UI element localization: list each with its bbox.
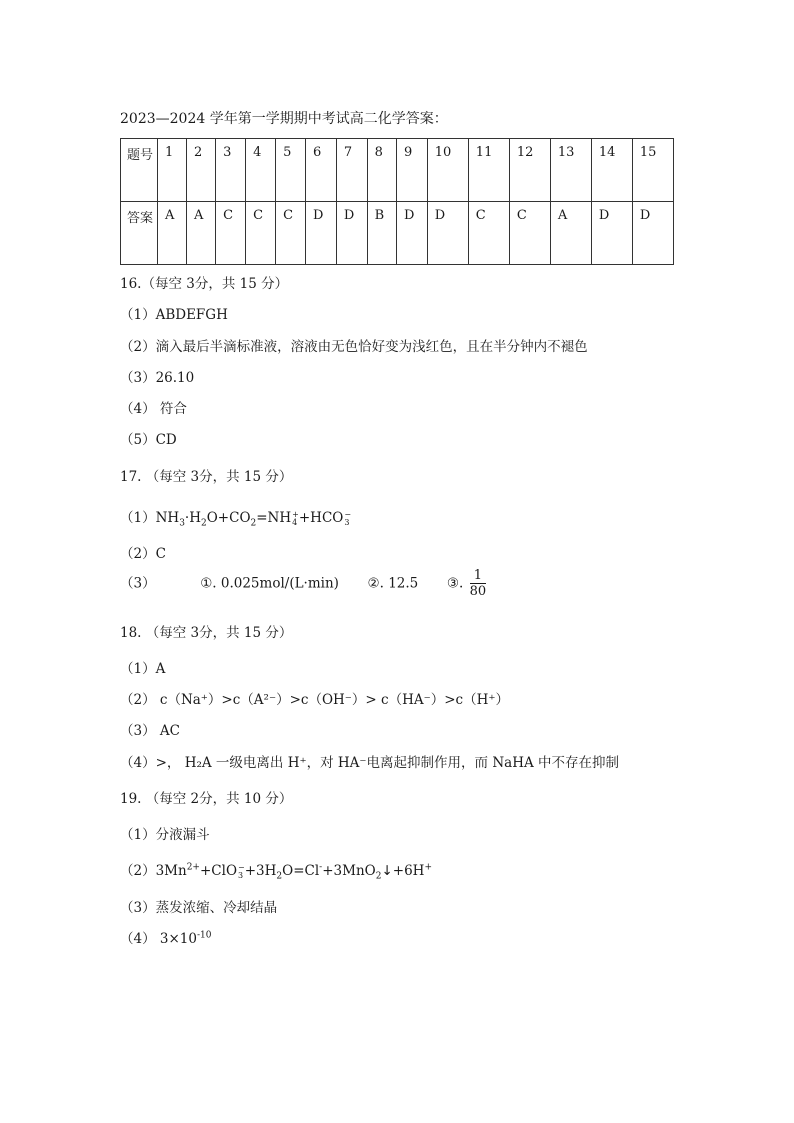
- q18-answer-1: （1）A: [120, 661, 166, 677]
- row-header-question-number: 题号: [121, 139, 158, 202]
- answer-cell: B: [367, 202, 396, 265]
- q18-answer-3: （3） AC: [120, 723, 180, 739]
- fraction-denominator: 80: [469, 584, 487, 599]
- q17-answer-3-part2: ②. 12.5: [367, 575, 419, 592]
- answer-cell: D: [427, 202, 468, 265]
- answer-cell: D: [396, 202, 427, 265]
- answer-cell: D: [632, 202, 673, 265]
- question-number-cell: 9: [396, 139, 427, 202]
- q19-answer-2: $(2)3Mn^{2+}+ClO$ − 3 $+3H_2O=Cl^-+3MnO_2↓+6H^+$: [120, 862, 432, 882]
- q16-answer-4: （4） 符合: [120, 401, 187, 417]
- q17-answer-3-part3: ③.: [446, 575, 464, 592]
- question-number-cell: 5: [276, 139, 306, 202]
- question-number-row: [121, 139, 674, 202]
- answer-cell: A: [187, 202, 216, 265]
- q19-header: 19. （每空 2分，共 10 分）: [120, 791, 293, 807]
- question-number-cell: 11: [468, 139, 509, 202]
- question-number-cell: 8: [367, 139, 396, 202]
- q18-answer-4: （4）>， H₂A 一级电离出 H⁺，对 HA⁻电离起抑制作用，而 NaHA 中不存在抑制: [120, 755, 620, 771]
- question-number-cell: 12: [509, 139, 550, 202]
- q16-header: 16.（每空 3分，共 15 分）: [120, 276, 289, 292]
- q17-answer-3: [120, 568, 486, 600]
- q17-answer-2: （2）C: [120, 546, 166, 562]
- q19-answer-4: [120, 927, 211, 947]
- answer-cell: C: [276, 202, 306, 265]
- q16-answer-3: （3）26.10: [120, 370, 195, 386]
- q19-answer-4-label: （4） 3×10: [120, 931, 197, 947]
- answer-cell: D: [591, 202, 632, 265]
- answer-cell: D: [336, 202, 367, 265]
- question-number-cell: 4: [246, 139, 276, 202]
- answer-cell: C: [509, 202, 550, 265]
- page-title: 2023—2024 学年第一学期期中考试高二化学答案：: [120, 111, 448, 127]
- answer-cell: C: [246, 202, 276, 265]
- q19-answer-3: （3）蒸发浓缩、冷却结晶: [120, 900, 278, 916]
- answer-row: [121, 202, 674, 265]
- q17-answer-3-fraction: [470, 568, 487, 600]
- q16-answer-2: （2）滴入最后半滴标准液，溶液由无色恰好变为浅红色，且在半分钟内不褪色: [120, 339, 588, 355]
- question-number-cell: 15: [632, 139, 673, 202]
- answer-table: [120, 138, 674, 265]
- q17-answer-3-part1: ①. 0.025mol/(L·min): [200, 575, 339, 592]
- q17-header: 17. （每空 3分，共 15 分）: [120, 469, 293, 485]
- fraction-numerator: 1: [473, 568, 482, 583]
- q19-answer-1: （1）分液漏斗: [120, 827, 210, 843]
- q17-answer-1: $(1)NH_3\cdot H_2O+CO_2=NH$ + 4 +HCO − 3: [120, 509, 352, 529]
- answer-cell: A: [158, 202, 187, 265]
- q18-answer-2: （2） c（Na⁺）>c（A²⁻）>c（OH⁻）> c（HA⁻）>c（H⁺）: [120, 692, 510, 708]
- question-number-cell: 6: [306, 139, 337, 202]
- q19-answer-4-exponent: -10: [196, 930, 212, 941]
- question-number-cell: 7: [336, 139, 367, 202]
- question-number-cell: 10: [427, 139, 468, 202]
- q18-header: 18. （每空 3分，共 15 分）: [120, 625, 293, 641]
- q17-answer-1-prefix: （1）NH: [120, 510, 180, 526]
- question-number-cell: 2: [187, 139, 216, 202]
- question-number-cell: 1: [158, 139, 187, 202]
- q19-answer-2-label: （2）: [120, 863, 156, 879]
- q16-answer-1: （1）ABDEFGH: [120, 307, 228, 323]
- q16-answer-5: （5）CD: [120, 432, 177, 448]
- question-number-cell: 3: [216, 139, 246, 202]
- answer-cell: D: [306, 202, 337, 265]
- answer-cell: A: [550, 202, 591, 265]
- row-header-answer: 答案: [121, 202, 158, 265]
- answer-cell: C: [468, 202, 509, 265]
- q17-answer-3-label: （3）: [120, 575, 156, 592]
- question-number-cell: 14: [591, 139, 632, 202]
- question-number-cell: 13: [550, 139, 591, 202]
- answer-cell: C: [216, 202, 246, 265]
